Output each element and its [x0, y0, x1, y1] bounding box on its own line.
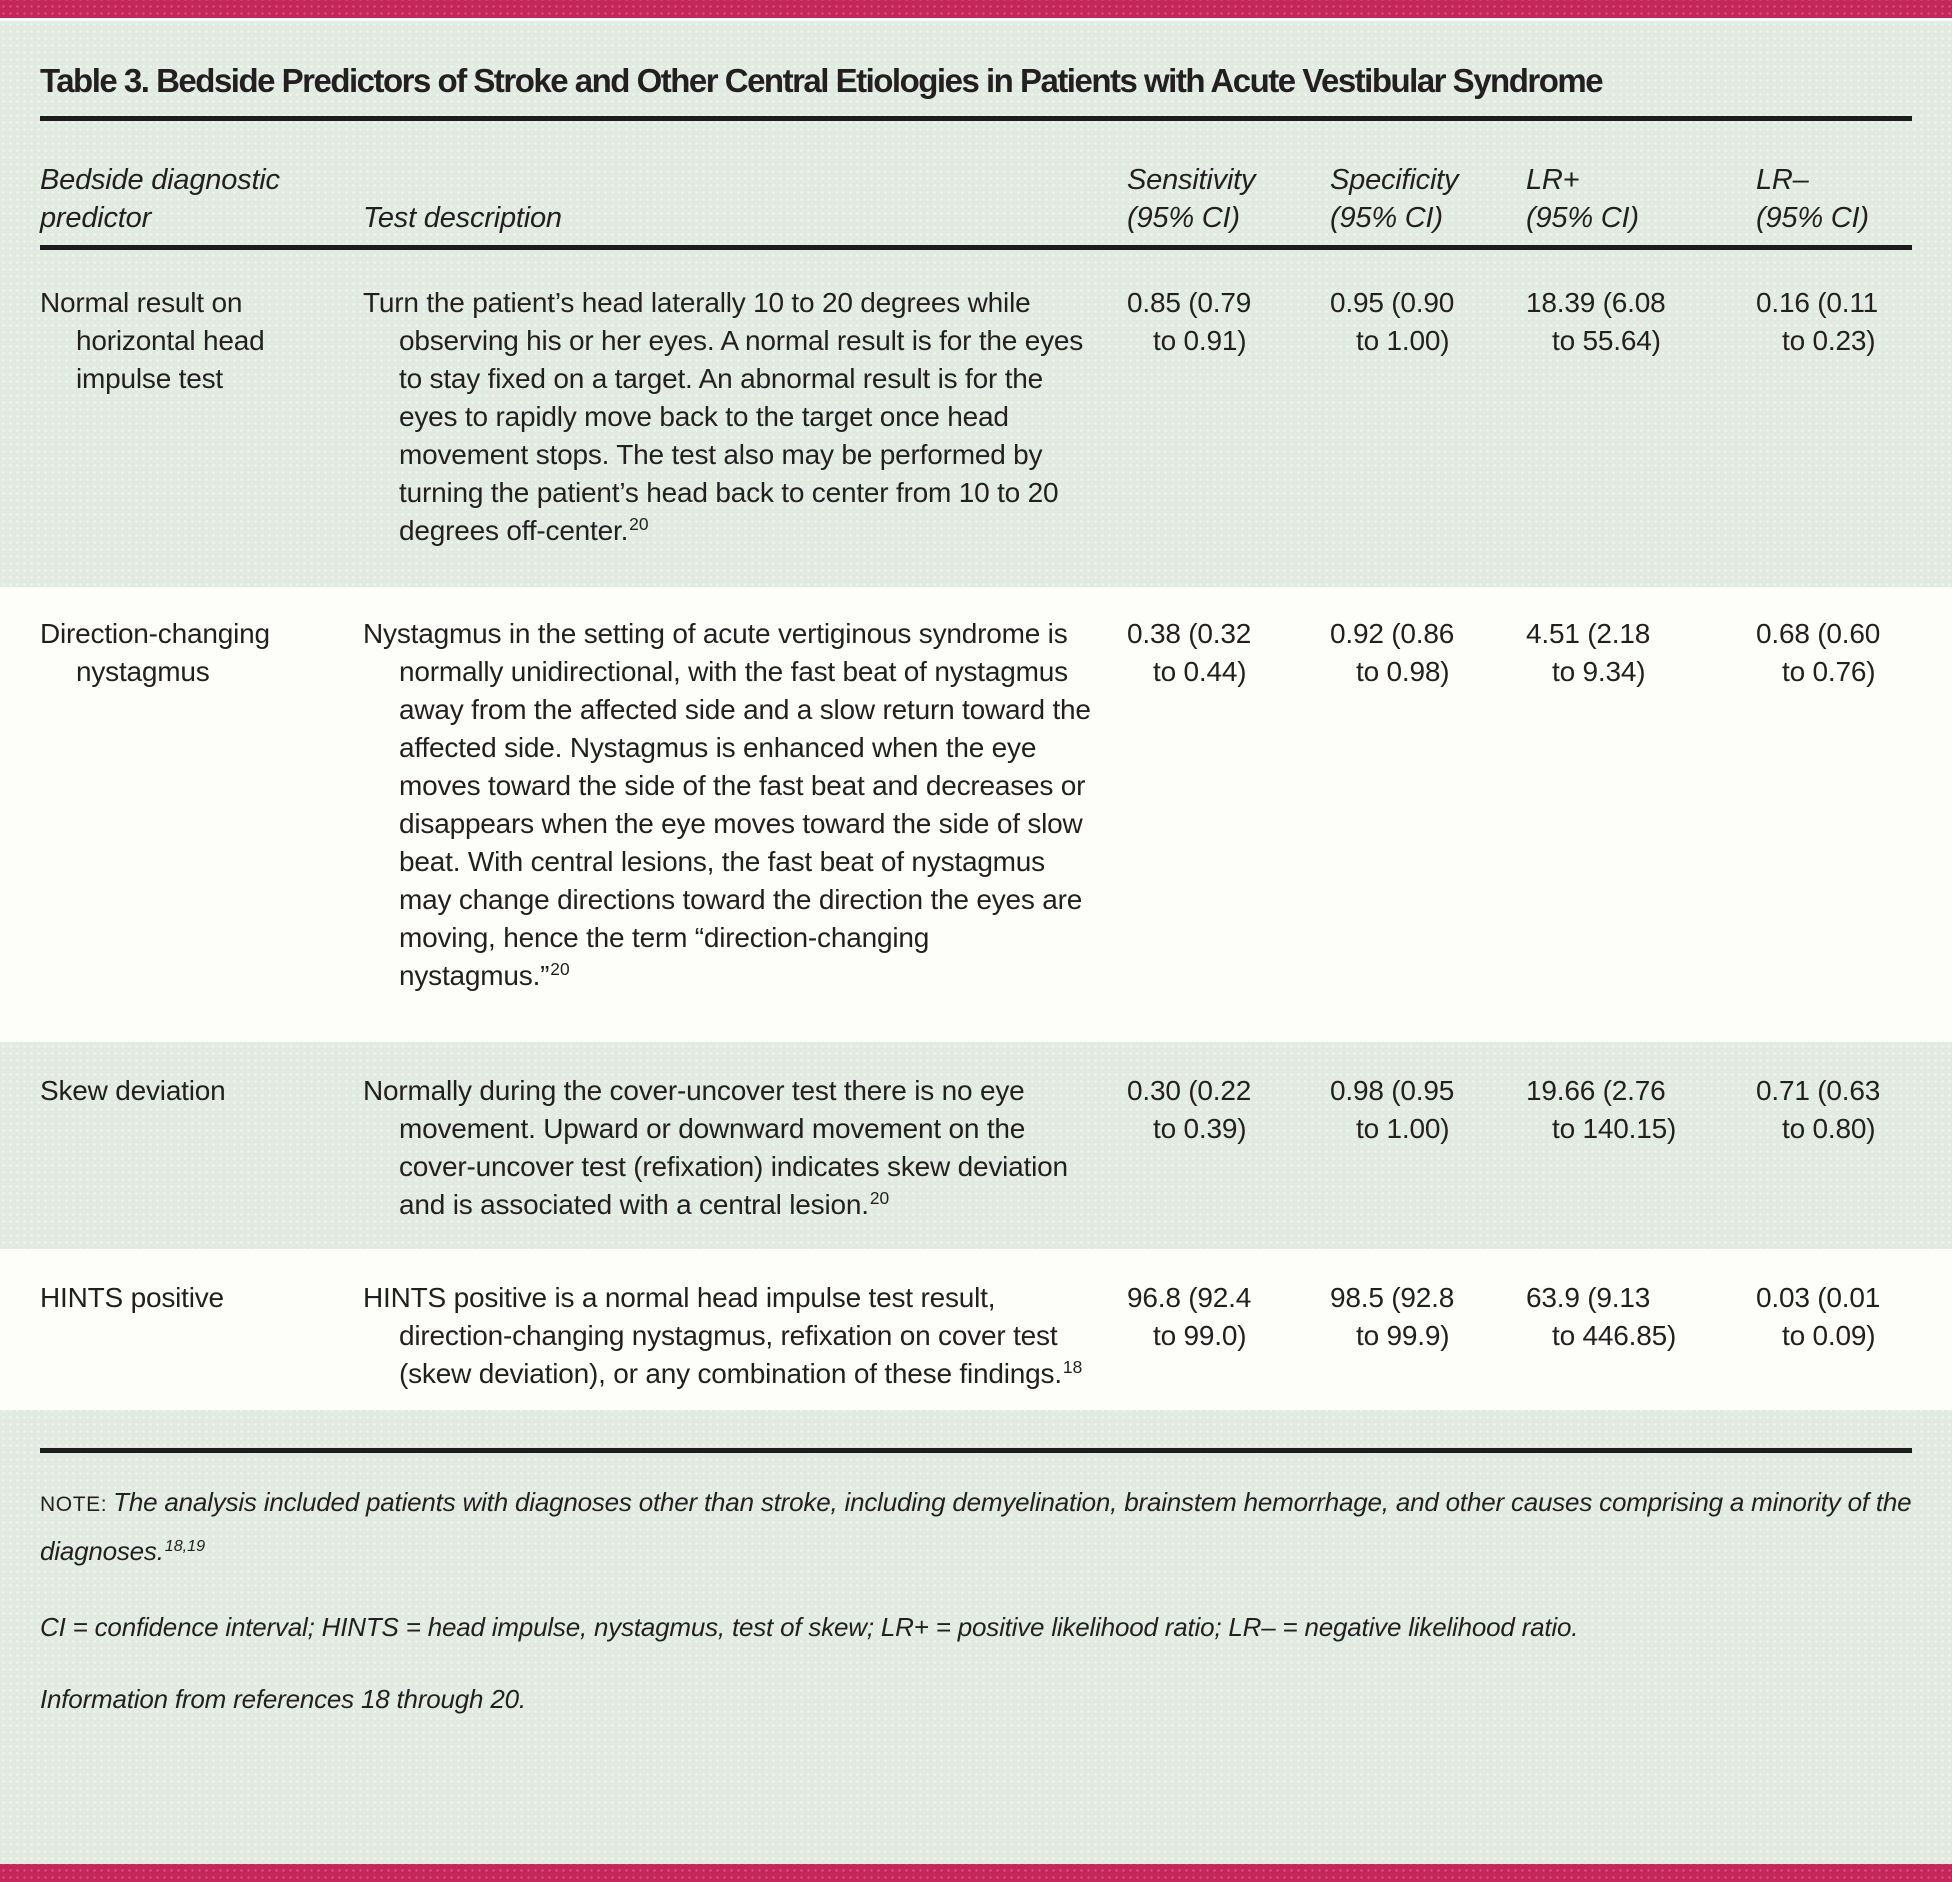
sensitivity-cell: 0.85 (0.79 to 0.91)	[1127, 287, 1252, 356]
lr-negative-cell: 0.68 (0.60 to 0.76)	[1756, 618, 1881, 687]
abbreviations-paragraph: CI = confidence interval; HINTS = head impulse, nystagmus, test of skew; LR+ = positive likelihood ratio; LR– = negative likelihood ratio.	[40, 1612, 1579, 1642]
predictor-cell: Normal result on horizontal head impulse test	[40, 287, 265, 394]
divider-under-title	[40, 116, 1912, 121]
reference-superscript: 20	[869, 1188, 890, 1209]
note-text: The analysis included patients with diagnoses other than stroke, including demyelination, brainstem hemorrhage, and other causes comprising a minority of the diagnoses.	[40, 1487, 1912, 1566]
table-row	[0, 1042, 1952, 1249]
predictor-cell: Direction-changing nystagmus	[40, 618, 270, 687]
specificity-cell: 98.5 (92.8 to 99.9)	[1330, 1282, 1455, 1351]
divider-above-notes	[40, 1448, 1912, 1453]
description-cell	[363, 284, 1127, 553]
table-row	[0, 1249, 1952, 1410]
top-accent-bar	[0, 0, 1952, 18]
col-header-predictor: Bedside diagnostic predictor	[40, 164, 280, 234]
predictor-cell: Skew deviation	[40, 1075, 226, 1106]
description-cell	[363, 1072, 1127, 1227]
bottom-accent-bar	[0, 1864, 1952, 1882]
table-title: Table 3. Bedside Predictors of Stroke and Other Central Etiologies in Patients with Acute Vestibular Syndrome	[40, 62, 1603, 99]
sensitivity-cell: 0.30 (0.22 to 0.39)	[1127, 1075, 1252, 1144]
source-paragraph: Information from references 18 through 20.	[40, 1684, 526, 1714]
reference-superscript: 18	[1062, 1357, 1083, 1378]
note-label: NOTE:	[40, 1493, 108, 1516]
description-text: HINTS positive is a normal head impulse test result, direction-changing nystagmus, refixation on cover test (skew deviation), or any combination of these findings.	[363, 1282, 1062, 1389]
lr-positive-cell: 19.66 (2.76 to 140.15)	[1526, 1075, 1677, 1144]
description-cell	[363, 1279, 1127, 1396]
specificity-cell: 0.92 (0.86 to 0.98)	[1330, 618, 1455, 687]
reference-superscript: 20	[629, 514, 649, 535]
col-header-lr-positive: LR+ (95% CI)	[1526, 164, 1639, 234]
col-header-description: Test description	[363, 202, 562, 234]
lr-positive-cell: 18.39 (6.08 to 55.64)	[1526, 287, 1666, 356]
lr-negative-cell: 0.16 (0.11 to 0.23)	[1756, 287, 1879, 356]
sensitivity-cell: 96.8 (92.4 to 99.0)	[1127, 1282, 1252, 1351]
table-row	[0, 587, 1952, 1042]
description-text: Normally during the cover-uncover test there is no eye movement. Upward or downward movement on the cover-uncover test (refixation) indicates skew deviation and is associated with a central lesion.	[363, 1075, 1068, 1220]
lr-negative-cell: 0.03 (0.01 to 0.09)	[1756, 1282, 1881, 1351]
col-header-specificity: Specificity (95% CI)	[1330, 164, 1459, 234]
sensitivity-cell: 0.38 (0.32 to 0.44)	[1127, 618, 1252, 687]
specificity-cell: 0.98 (0.95 to 1.00)	[1330, 1075, 1455, 1144]
footnotes	[40, 1479, 1912, 1722]
col-header-sensitivity: Sensitivity (95% CI)	[1127, 164, 1256, 234]
col-header-lr-negative: LR– (95% CI)	[1756, 164, 1869, 234]
description-cell	[363, 615, 1127, 998]
lr-positive-cell: 4.51 (2.18 to 9.34)	[1526, 618, 1651, 687]
reference-superscript: 20	[550, 959, 570, 980]
predictor-cell: HINTS positive	[40, 1282, 224, 1313]
note-paragraph	[40, 1479, 1912, 1578]
table-row	[0, 250, 1952, 587]
description-text: Nystagmus in the setting of acute vertiginous syndrome is normally unidirectional, with the fast beat of nystagmus away from the affected side and a slow return toward the affected side. Nystagmus is enhanced when the eye moves toward the side of the fast beat and decreases or disappears when the eye moves toward the side of slow beat. With central lesions, the fast beat of nystagmus may change directions toward the direction the eyes are moving, hence the term “direction-changing nystagmus.”	[363, 618, 1091, 991]
specificity-cell: 0.95 (0.90 to 1.00)	[1330, 287, 1455, 356]
lr-positive-cell: 63.9 (9.13 to 446.85)	[1526, 1282, 1677, 1351]
lr-negative-cell: 0.71 (0.63 to 0.80)	[1756, 1075, 1881, 1144]
table-header-row	[0, 161, 1952, 237]
table-panel	[0, 21, 1952, 1864]
description-text: Turn the patient’s head laterally 10 to 20 degrees while observing his or her eyes. A normal result is for the eyes to stay fixed on a target. An abnormal result is for the eyes to rapidly move back to the target once head movement stops. The test also may be performed by turning the patient’s head back to center from 10 to 20 degrees off-center.	[363, 287, 1084, 546]
note-reference-superscript: 18,19	[164, 1537, 206, 1556]
